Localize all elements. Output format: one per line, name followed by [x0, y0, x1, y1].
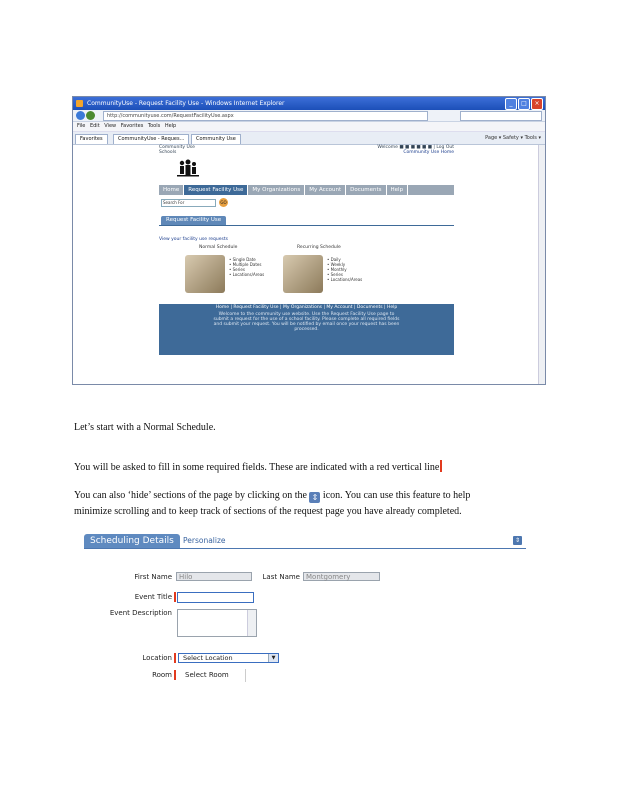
hide-text-b: icon. You can use this feature to help: [322, 490, 471, 501]
vertical-scrollbar[interactable]: [538, 145, 545, 384]
nav-request-facility-use[interactable]: Request Facility Use: [184, 185, 248, 195]
recurring-calendar-icon[interactable]: [283, 255, 323, 293]
minimize-button[interactable]: _: [505, 98, 517, 110]
collapse-section-button[interactable]: ⇕: [514, 537, 521, 544]
community-use-site: [159, 145, 454, 355]
paragraph-normal-schedule: Let’s start with a Normal Schedule.: [74, 422, 216, 433]
calendar-book-icon[interactable]: [185, 255, 225, 293]
location-label: Location: [142, 654, 172, 662]
site-search-input[interactable]: Search For: [161, 199, 216, 207]
room-divider: [245, 669, 246, 682]
chevron-down-icon[interactable]: ▼: [268, 654, 278, 662]
menu-view[interactable]: View: [104, 123, 117, 129]
textarea-scrollbar[interactable]: [247, 610, 256, 636]
command-bar[interactable]: Page ▾ Safety ▾ Tools ▾: [485, 135, 541, 141]
footer-links[interactable]: Home | Request Facility Use | My Organizations | My Account | Documents | Help: [215, 305, 398, 310]
last-name-field[interactable]: Montgomery: [303, 572, 380, 581]
recurring-schedule-title: Recurring Schedule: [297, 245, 341, 250]
location-select-value: Select Location: [183, 654, 233, 662]
favorites-button[interactable]: Favorites: [75, 134, 108, 144]
event-title-field[interactable]: [177, 592, 254, 603]
site-footer: [159, 304, 454, 355]
personalize-link[interactable]: Personalize: [183, 536, 226, 545]
view-requests-link[interactable]: View your facility use requests: [159, 237, 228, 242]
site-nav: [159, 185, 454, 195]
tab-community-use-request[interactable]: CommunityUse - Reques...: [113, 134, 189, 144]
list-item: • Single Date: [229, 257, 256, 262]
address-bar: [73, 110, 545, 122]
browser-title-bar: [73, 97, 545, 110]
menu-bar: [73, 122, 545, 132]
menu-tools[interactable]: Tools: [147, 123, 161, 129]
room-select[interactable]: Select Room: [185, 671, 229, 679]
required-indicator-icon: [440, 460, 442, 472]
recurring-schedule-option[interactable]: [279, 245, 389, 297]
welcome-text: [377, 145, 454, 155]
nav-my-organizations[interactable]: My Organizations: [248, 185, 305, 195]
site-header: [159, 145, 454, 185]
form-tab-bar: [84, 533, 526, 549]
menu-favorites[interactable]: Favorites: [120, 123, 144, 129]
url-input[interactable]: http://communityuse.com/RequestFacilityUse.aspx: [103, 111, 428, 121]
institution-line-2: Schools: [159, 150, 177, 155]
required-indicator-icon: [174, 653, 176, 663]
nav-my-account[interactable]: My Account: [305, 185, 346, 195]
list-item: • Locations/Areas: [229, 272, 265, 277]
required-indicator-icon: [174, 592, 176, 602]
list-item: • Monthly: [327, 267, 347, 272]
list-item: • Daily: [327, 257, 341, 262]
scheduling-details-form: [84, 533, 530, 683]
list-item: • Weekly: [327, 262, 346, 267]
event-description-textarea[interactable]: [177, 609, 257, 637]
nav-documents[interactable]: Documents: [346, 185, 386, 195]
required-fields-text: You will be asked to fill in some required fields. These are indicated with a red vertical line: [74, 462, 440, 473]
list-item: • Series: [229, 267, 245, 272]
section-header: [159, 215, 454, 226]
forward-icon[interactable]: [86, 111, 95, 120]
tab-scheduling-details[interactable]: Scheduling Details: [84, 534, 180, 548]
first-name-field[interactable]: Hilo: [176, 572, 252, 581]
menu-help[interactable]: Help: [164, 123, 177, 129]
back-icon[interactable]: [76, 111, 85, 120]
site-search-row: [159, 197, 454, 209]
normal-schedule-title: Normal Schedule: [199, 245, 238, 250]
ie-icon: [76, 100, 83, 107]
first-name-label: First Name: [134, 573, 172, 581]
close-button[interactable]: ×: [531, 98, 543, 110]
event-title-label: Event Title: [134, 593, 172, 601]
site-search-go-button[interactable]: GO: [220, 200, 227, 205]
last-name-label: Last Name: [262, 573, 300, 581]
browser-title: CommunityUse - Request Facility Use - Windows Internet Explorer: [87, 100, 285, 107]
tab-bar: [73, 132, 545, 145]
browser-search-input[interactable]: [460, 111, 542, 121]
browser-viewport: [73, 145, 545, 384]
paragraph-hide-sections-cont: minimize scrolling and to keep track of sections of the request page you have already completed.: [74, 506, 462, 517]
list-item: • Multiple Dates: [229, 262, 262, 267]
browser-screenshot: [72, 96, 546, 385]
menu-file[interactable]: File: [77, 123, 86, 129]
recurring-schedule-list: [327, 257, 362, 282]
tab-community-use[interactable]: Community Use: [191, 134, 241, 144]
required-indicator-icon: [174, 670, 176, 680]
event-description-label: Event Description: [109, 609, 172, 617]
hide-text-a: You can also ‘hide’ sections of the page by clicking on the: [74, 490, 307, 501]
welcome-line[interactable]: Welcome ■ ■ ■ ■ ■ ■ | Log Out: [377, 145, 454, 150]
collapse-section-icon: ⇕: [309, 492, 320, 503]
location-select[interactable]: [178, 653, 279, 663]
institution-name: [159, 145, 195, 155]
footer-text: Welcome to the community use website. Use the Request Facility Use page to submit a request for the use of a school facility. Please complete all required fields and submit your request. You will be notified by email once your request has been processed.: [213, 312, 400, 332]
home-link[interactable]: Community Use Home: [403, 150, 454, 155]
nav-help[interactable]: Help: [387, 185, 409, 195]
institution-line-1: Community Use: [159, 145, 195, 150]
room-label: Room: [152, 671, 172, 679]
normal-schedule-option[interactable]: [181, 245, 291, 297]
menu-edit[interactable]: Edit: [89, 123, 100, 129]
normal-schedule-list: [229, 257, 264, 277]
list-item: • Series: [327, 272, 343, 277]
maximize-button[interactable]: □: [518, 98, 530, 110]
paragraph-required-fields: [74, 460, 442, 475]
people-logo-icon: [177, 159, 199, 177]
paragraph-hide-sections: [74, 489, 470, 503]
schedule-options: [159, 245, 454, 297]
section-tab-request-facility-use[interactable]: Request Facility Use: [161, 216, 226, 225]
list-item: • Locations/Areas: [327, 277, 363, 282]
nav-home[interactable]: Home: [159, 185, 184, 195]
